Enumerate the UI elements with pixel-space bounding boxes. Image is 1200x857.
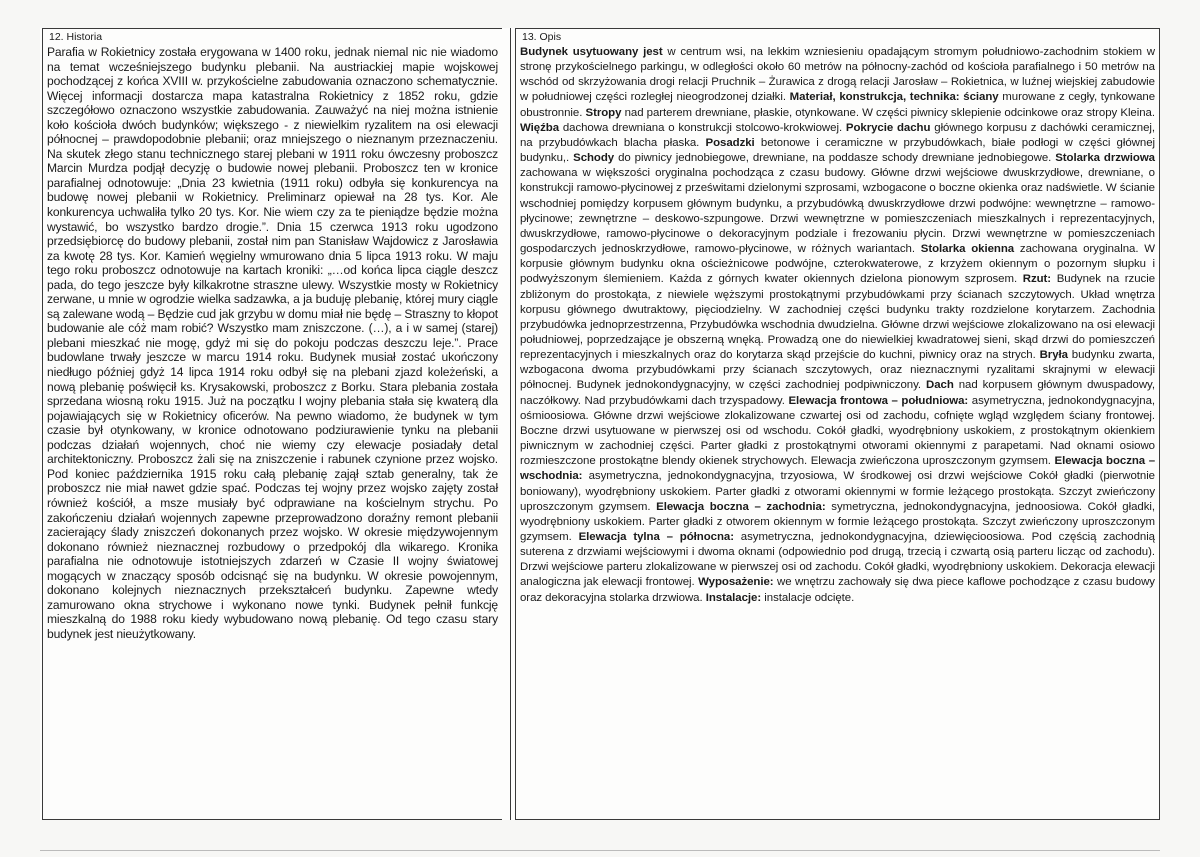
text-run: głównego korpusu z dachówki ceramicznej, na przybudówkach blacha płaska. <box>520 121 1155 149</box>
text-run: betonowe i ceramiczne w przybudówkach, białe podłogi w części głównej budynku,. <box>520 136 1155 165</box>
bold-heading: Więźba <box>520 121 559 134</box>
bold-heading: Elewacja tylna – północna: <box>578 531 734 543</box>
bold-heading: Instalacje: <box>705 591 762 604</box>
text-run: asymetryczna, jednokondygnacyjna, ośmioosiowa. Główne drzwi wejściowe zlokalizowane czwartej osi od zachodu, cofnięte wgląd względem ściany frontowej. Boczne drzwi usytuowane w pierwszej osi od wschodu. Cokół gładki, wyodrębniony uskokiem, z prostokątnym okienkiem piwnicznym w zachodniej części. Parter gładki z prostokątnymi otworami okiennymi z parapetami. Nad oknami osiowo rozmieszczone prostokątne blendy okienek strychowych. Elewacja zwieńczona uproszczonym gzymsem. <box>520 394 1156 468</box>
history-column <box>42 28 502 820</box>
text-run: instalacje odcięte. <box>761 591 855 604</box>
bold-heading: Elewacja frontowa – południowa: <box>788 394 969 407</box>
bold-heading: Stropy <box>585 106 622 119</box>
column-divider <box>510 28 511 820</box>
bold-heading: Posadzki <box>705 136 755 149</box>
description-column <box>515 28 1160 820</box>
scan-edge-line <box>40 850 1160 851</box>
text-run: budynku zwarta, wzbogacona dwoma przybudówkami przy ścianach szczytowych, oraz nieznacznymi ryzalitami skrajnymi w elewacji północnej. Budynek jednokondygnacyjny, w części zachodniej podpiwniczony. <box>520 349 1156 392</box>
bold-heading: Dach <box>926 379 954 392</box>
bold-heading: Schody <box>573 152 615 165</box>
text-run: zachowana oryginalna. W korpusie głównym budynku okna ościeżnicowe podwójne, czterokwaterowe, z krzyżem okiennym o pozornym słupku i podwyższonym ślemieniem. Każda z górnych kwater okiennych dzielona pionowym szprosem. <box>520 243 1156 286</box>
bold-heading: Stolarka drzwiowa <box>1055 152 1155 165</box>
text-run: Budynek na rzucie zbliżonym do prostokąta, z niewiele węższymi prostokątnymi przybudówkami przy ścianach szczytowych. Układ wnętrza korpusu głównego dwutraktowy, pięciodzielny. W zachodniej części budynku trakty rozdzielone korytarzem. Zachodnia przybudówka jednoprzestrzenna, Przybudówka wschodnia dwudzielna. Główne drzwi wejściowe zlokalizowano na osi elewacji południowej, poprzedzające je obszerną wnęką. Prowadzą one do niewielkiej kwadratowej sieni, skąd drzwi do pomieszczeń reprezentacyjnych i mieszkalnych oraz do korytarza skąd przejście do kuchni, piwnicy oraz na strych. <box>520 273 1156 362</box>
bold-heading: Rzut: <box>1022 273 1052 286</box>
text-run: murowane z cegły, tynkowane obustronnie. <box>520 91 1156 119</box>
text-run: do piwnicy jednobiegowe, drewniane, na poddasze schody drewniane jednobiegowe. <box>614 152 1056 165</box>
text-run: asymetryczna, jednokondygnacyjna, dziewięcioosiowa. Pod częścią zachodnią suterena z drzwiami wejściowymi i dwoma oknami (odpowiednio pod drugą, trzecią i czwartą osią parteru licząc od zachodu). Drzwi wejściowe parteru zlokalizowane w pierwszej osi od zachodu. Cokół gładki, wyodrębniony uskokiem. Dekoracja elewacji analogiczna jak elewacji frontowej. <box>520 531 1155 589</box>
text-run: nad korpusem głównym dwuspadowy, naczółkowy. Nad przybudówkami dach trzyspadowy. <box>520 379 1156 407</box>
document-page <box>40 28 1160 820</box>
text-run: zachowana w większości oryginalna pochodząca z czasu budowy. Główne drzwi wejściowe dwuskrzydłowe, drewniane, o konstrukcji ramowo-płycinowej z prześwitami dzielonymi szprosami, wzbogacone o boczne okienka oraz nadświetle. W ścianie wschodniej pomiędzy korpusem głównym budynku, a przybudówką dwuskrzydłowe drzwi podwójne: wewnętrzne – ramowo-płycinowe; zewnętrzne – deskowo-szpungowe. Drzwi wewnętrzne w pomieszczeniach mieszkalnych i reprezentacyjnych, dwuskrzydłowe, ramowo-płycinowe o dekoracyjnym podziale i frezowaniu płycin. Drzwi wewnętrzne w pomieszczeniach gospodarczych jednoskrzydłowe, ramowo-płycinowe, w różnych wariantach. <box>520 167 1155 256</box>
bold-heading: Bryła <box>1039 349 1068 362</box>
text-run: asymetryczna, jednokondygnacyjna, trzyosiowa, W środkowej osi drzwi wejściowe Cokół gładki (pierwotnie boniowany), wyodrębniony uskokiem. Parter gładki z otworami okiennymi w formie leżącego prostokąta. Szczyt zwieńczony uproszczonym gzymsem. <box>520 470 1155 513</box>
history-header: 12. Historia <box>49 31 103 43</box>
text-run: nad parterem drewniane, płaskie, otynkowane. W części piwnicy sklepienie odcinkowe oraz stropy Kleina. <box>621 106 1155 119</box>
text-run: Parafia w Rokietnicy została erygowana w 1400 roku, jednak niemal nic nie wiadomo na temat wcześniejszego budynku plebanii. Na austriackiej mapie wojskowej pochodzącej z końca XVIII w. przykościelne zabudowania oznaczono schematycznie. Więcej informacji dostarcza mapa katastralna Rokietnicy z 1852 roku, gdzie szczegółowo oznaczono wszystkie zabudowania. Zauważyć na niej można istnienie koło kościoła dwóch budynków; większego - z niewielkim ryzalitem na osi elewacji północnej – prawdopodobnie plebanii; oraz mniejszego o nieznanym przeznaczeniu. Na skutek złego stanu technicznego starej plebani w 1911 roku ówczesny proboszcz Marcin Murdza podjął decyzję o budowie nowej plebanii. Proboszcz ten w kronice parafialnej odnotowuje: „Dnia 23 kwietnia (1911 roku) odbyła się konkurencya na budowę nowej plebanii w Rokietnicy. Preliminarz opiewał na 28 tys. Kor. Ale konkurencya uchwaliła tylko 20 tys. Kor. Nie wiem czy za te pieniądze będzie można wystawić, bo wszystko bardzo drogie.”. Dnia 15 czerwca 1913 roku ugodzono przedsiębiorcę do budowy plebanii, został nim pan Stanisław Wajdowicz z Jarosławia za kwotę 28 tys. Kor. Kamień węgielny wmurowano dnia 5 lipca 1913 roku. W maju tego roku proboszcz odnotowuje na kartach kroniki: „…od końca lipca ciągle deszcz pada, do tego jeszcze były kilkakrotne straszne ulewy. Wszystkie mosty w Rokietnicy zerwane, u mnie w ogrodzie wielka sadzawka, a ja buduję plebanię, której mury ciągle są zalewane wodą – Będzie cud jak grzybu w domu miał nie będę – Straszny to kłopot budowanie ale cóż mam robić? Wszystko mam zniszczone. (…), a i w samej (starej) plebani mieszkać nie mogę, gdyż mi się do pokoju podczas deszczu leje.”. Prace budowlane trwały jeszcze w marcu 1914 roku. Budynek musiał zostać ukończony niedługo później gdyż 14 lipca 1914 roku odbył się na plebani zjazd koleżeński, a nową plebanię poświęcił ks. Krysakowski, proboszcz z Borku. Stara plebania została sprzedana wiosną roku 1915. Już na początku I wojny plebania stała się kwaterą dla pojawiających się w Rokietnicy oficerów. Na pewno wiadomo, że budynek w tym czasie był otynkowany, w kronice odnotowano podziurawienie tynku na plebanii podczas działań wojennych, choć nie wiemy czy elewacje posiadały detal architektoniczny. Proboszcz żali się na zniszczenie i rabunek czynione przez wojsko. Pod koniec października 1915 roku całą plebanię zajął sztab generalny, tak że proboszcz nie miał nawet gdzie spać. Podczas tej wojny przez wojsko zajęty został również kościół, a msze musiały być odprawiane na kościelnym strychu. Po zakończeniu działań wojennych zapewne przeprowadzono doraźny remont plebanii zacierający ślady zniszczeń dokonanych przez wojsko. W okresie międzywojennym dokonano również nieznacznej rozbudowy o przedpokój dla wikarego. Kronika parafialna nie odnotowuje istotniejszych zdarzeń w Czasie II wojny światowej mogących w znaczący sposób odcisnąć się na budynku. W okresie powojennym, dokonano kolejnych nieznacznych przekształceń budynku. Zapewne wtedy zamurowano okna strychowe i wykonano nowe tynki. Budynek pełnił funkcję mieszkalną do 1988 roku kiedy wybudowano nową plebanię. Od tego czasu stary budynek jest nieużytkowany. <box>47 45 498 641</box>
bold-heading: Elewacja boczna – wschodnia: <box>520 455 1156 483</box>
text-run: symetryczna, jednokondygnacyjna, jednoosiowa. Cokół gładki, wyodrębniony uskokiem. Parter gładki z otworem okiennym w formie leżącego prostokąta. Szczyt zwieńczony uproszczonym gzymsem. <box>520 500 1155 543</box>
bold-heading: Pokrycie dachu <box>845 121 931 134</box>
description-header: 13. Opis <box>522 31 562 43</box>
text-run: w centrum wsi, na lekkim wzniesieniu opadającym stromym południowo-zachodnim stokiem w stronę przykościelnego parkingu, w odległości około 60 metrów na północny-zachód od kościoła parafialnego i 50 metrów na wschód od skrzyżowania drogi relacji Pruchnik – Żurawica z drogą relacji Jarosław – Rokietnica, w luźnej wiejskiej zabudowie w południowej części rozległej nieogrodzonej działki. <box>520 46 1155 104</box>
history-text <box>47 45 498 641</box>
text-run: dachowa drewniana o konstrukcji stolcowo-krokwiowej. <box>559 121 846 134</box>
text-run: we wnętrzu zachowały się dwa piece kaflowe pochodzące z czasu budowy oraz dekoracyjna stolarka drzwiowa. <box>520 576 1155 604</box>
bold-heading: Wyposażenie: <box>698 576 774 589</box>
bold-heading: Stolarka okienna <box>920 243 1015 256</box>
bold-heading: Budynek usytuowany jest <box>520 46 663 58</box>
bold-heading: Elewacja boczna – zachodnia: <box>656 500 826 513</box>
bold-heading: Materiał, konstrukcja, technika: ściany <box>789 91 999 104</box>
description-text <box>520 45 1155 606</box>
